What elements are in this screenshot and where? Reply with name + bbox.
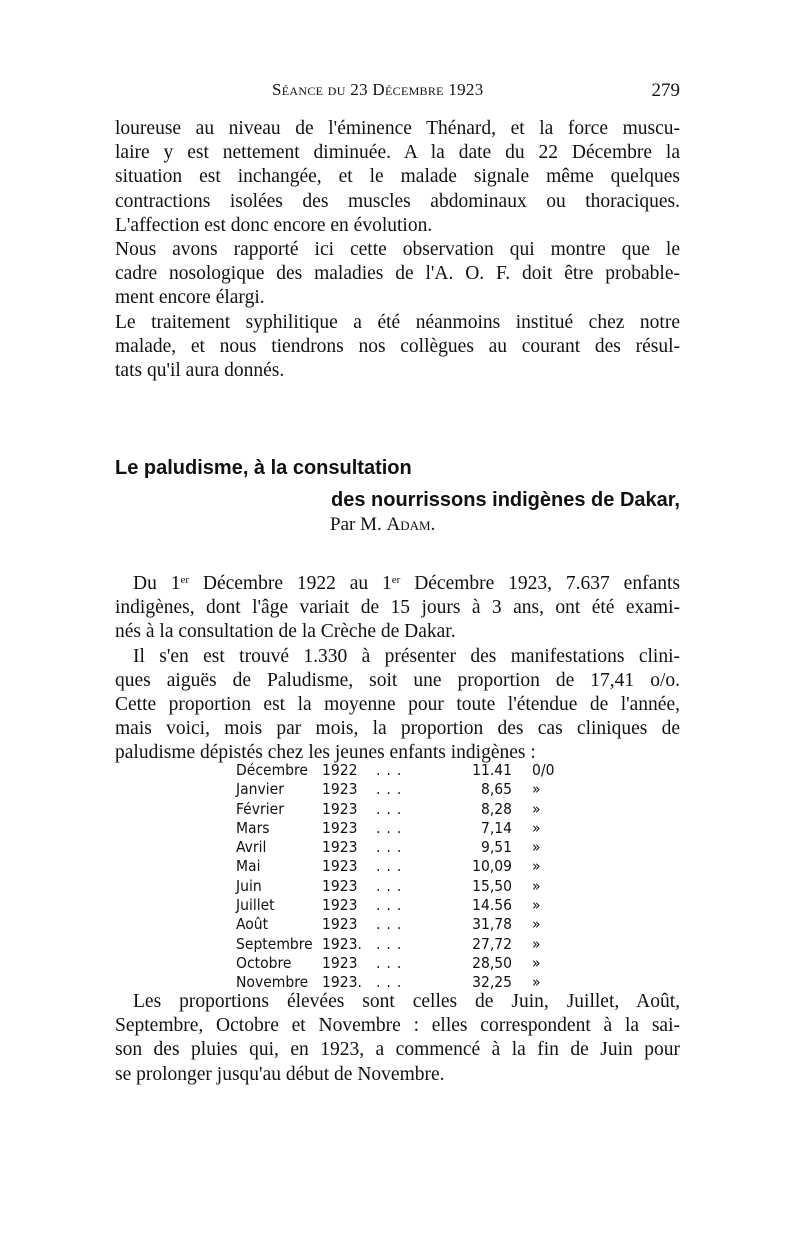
text-line: Septembre, Octobre et Novembre : elles correspondent à la sai-	[115, 1015, 680, 1037]
year-cell: 1923	[322, 857, 358, 876]
text-line: loureuse au niveau de l'éminence Thénard, et la force muscu-	[115, 118, 680, 139]
leader-dots: ...	[376, 799, 408, 818]
unit-cell: »	[532, 934, 541, 953]
value-cell: 27,72	[472, 934, 512, 953]
text-line: Cette proportion est la moyenne pour toute l'étendue de l'année,	[115, 693, 680, 715]
text-line: mais voici, mois par mois, la proportion des cas cliniques de	[115, 718, 680, 740]
month-cell: Juillet	[236, 896, 275, 915]
month-cell: Mai	[236, 857, 261, 876]
table-row	[228, 838, 568, 857]
leader-dots: ...	[376, 761, 408, 779]
table-row	[228, 915, 568, 934]
text-line: situation est inchangée, et le malade signale même quelques	[115, 166, 680, 188]
value-cell: 11.41	[472, 761, 512, 779]
month-cell: Septembre	[236, 934, 313, 953]
text-line: ques aiguës de Paludisme, soit une proportion de 17,41 o/o.	[115, 669, 680, 691]
closing-paragraph	[115, 990, 680, 1087]
author-name: Adam.	[386, 514, 436, 535]
leader-dots: ...	[376, 973, 408, 992]
month-cell: Décembre	[236, 761, 308, 779]
leader-dots: ...	[376, 915, 408, 934]
unit-cell: »	[532, 973, 541, 992]
value-cell: 10,09	[472, 857, 512, 876]
table-row	[228, 761, 568, 780]
value-cell: 14.56	[472, 896, 512, 915]
text-line: Les proportions élevées sont celles de Juin, Juillet, Août,	[133, 991, 680, 1012]
month-cell: Juin	[236, 876, 262, 895]
table-row	[228, 896, 568, 915]
month-cell: Avril	[236, 838, 267, 857]
byline-prefix: Par M.	[330, 514, 382, 535]
value-cell: 31,78	[472, 915, 512, 934]
text-line: cadre nosologique des maladies de l'A. O. F. doit être probable-	[115, 263, 680, 285]
year-cell: 1923	[322, 915, 358, 934]
text-line: ment encore élargi.	[115, 287, 265, 309]
text-line: malade, et nous tiendrons nos collègues au courant des résul-	[115, 335, 680, 357]
text-line: son des pluies qui, en 1923, a commencé à la fin de Juin pour	[115, 1039, 680, 1061]
leader-dots: ...	[376, 934, 408, 953]
table-row	[228, 819, 568, 838]
article-title-line: des nourrissons indigènes de Dakar,	[330, 489, 680, 511]
table-row	[228, 780, 568, 799]
year-cell: 1923	[322, 838, 358, 857]
leader-dots: ...	[376, 953, 408, 972]
text-line: laire y est nettement diminuée. A la date du 22 Décembre la	[115, 142, 680, 164]
year-cell: 1923	[322, 896, 358, 915]
table-row	[228, 800, 568, 819]
table-row	[228, 935, 568, 954]
year-cell: 1923	[322, 876, 358, 895]
leader-dots: ...	[376, 838, 408, 857]
leader-dots: ...	[376, 896, 408, 915]
unit-cell: »	[532, 915, 541, 934]
unit-cell: »	[532, 876, 541, 895]
leader-dots: ...	[376, 876, 408, 895]
article-title-line: Le paludisme, à la consultation	[115, 457, 412, 479]
running-head	[115, 80, 680, 106]
text-line: indigènes, dont l'âge variait de 15 jours à 3 ans, ont été exami-	[115, 597, 680, 619]
text-line: Nous avons rapporté ici cette observation qui montre que le	[115, 238, 680, 260]
month-cell: Octobre	[236, 953, 292, 972]
month-cell: Août	[236, 915, 269, 934]
value-cell: 8,28	[480, 799, 512, 818]
year-cell: 1923.	[322, 934, 362, 953]
value-cell: 15,50	[472, 876, 512, 895]
unit-cell: »	[532, 799, 541, 818]
article-title	[115, 452, 680, 516]
unit-cell: 0/0	[532, 761, 555, 779]
unit-cell: »	[532, 838, 541, 857]
year-cell: 1923.	[322, 973, 362, 992]
continuation-paragraphs	[115, 117, 680, 383]
value-cell: 8,65	[480, 780, 512, 799]
text-line: Du 1er Décembre 1922 au 1er Décembre 1923, 7.637 enfants	[133, 573, 680, 594]
text-line: contractions isolées des muscles abdominaux ou thoraciques.	[115, 190, 680, 212]
value-cell: 9,51	[480, 838, 512, 857]
leader-dots: ...	[376, 857, 408, 876]
table-row	[228, 857, 568, 876]
text-line: tats qu'il aura donnés.	[115, 359, 285, 381]
byline	[330, 514, 435, 536]
year-cell: 1923	[322, 953, 358, 972]
text-line: nés à la consultation de la Crèche de Dakar.	[115, 621, 456, 643]
value-cell: 28,50	[472, 953, 512, 972]
leader-dots: ...	[376, 780, 408, 799]
text-line: Il s'en est trouvé 1.330 à présenter des manifestations clini-	[133, 645, 680, 667]
table-row	[228, 877, 568, 896]
text-line: Le traitement syphilitique a été néanmoins institué chez notre	[115, 311, 680, 333]
month-cell: Mars	[236, 818, 270, 837]
month-cell: Janvier	[236, 780, 284, 799]
unit-cell: »	[532, 896, 541, 915]
unit-cell: »	[532, 818, 541, 837]
value-cell: 7,14	[480, 818, 512, 837]
value-cell: 32,25	[472, 973, 512, 992]
intro-paragraphs	[115, 572, 680, 766]
year-cell: 1923	[322, 818, 358, 837]
monthly-proportion-table	[228, 761, 568, 993]
text-line: se prolonger jusqu'au début de Novembre.	[115, 1063, 445, 1085]
unit-cell: »	[532, 953, 541, 972]
page-number: 279	[651, 80, 680, 101]
year-cell: 1923	[322, 799, 358, 818]
text-line: L'affection est donc encore en évolution.	[115, 214, 433, 236]
unit-cell: »	[532, 857, 541, 876]
unit-cell: »	[532, 780, 541, 799]
table-row	[228, 954, 568, 973]
leader-dots: ...	[376, 818, 408, 837]
year-cell: 1923	[322, 780, 358, 799]
running-head-title: Séance du 23 Décembre 1923	[272, 80, 484, 99]
year-cell: 1922	[322, 761, 358, 779]
text-line: paludisme dépistés chez les jeunes enfants indigènes :	[115, 742, 536, 764]
month-cell: Février	[236, 799, 284, 818]
month-cell: Novembre	[236, 973, 309, 992]
